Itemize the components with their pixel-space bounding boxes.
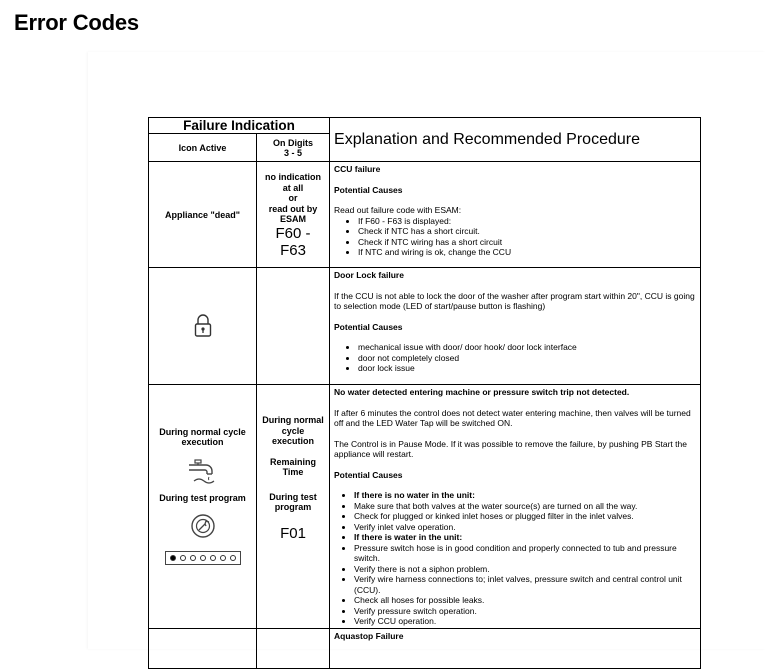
failure-indication-header: Failure Indication <box>149 118 330 134</box>
normal-cycle-label: During normal cycle execution <box>159 427 246 447</box>
list-item: • Pressure switch hose is in good condition and properly connected to tub and pressure switch. <box>354 543 696 564</box>
list-item: • Verify inlet valve operation. <box>354 522 696 533</box>
list-item: • Verify CCU operation. <box>354 616 696 627</box>
digits-cell <box>257 162 330 268</box>
failure-title: Door Lock failure <box>334 270 404 280</box>
led-dot <box>220 555 226 561</box>
led-dot-on <box>170 555 176 561</box>
icon-cell <box>149 268 257 385</box>
led-dot <box>180 555 186 561</box>
remaining-time-label: Remaining Time <box>270 456 317 477</box>
explanation-cell <box>330 385 701 629</box>
digits-cell <box>257 385 330 629</box>
intro-text: Read out failure code with ESAM: <box>334 205 462 215</box>
appliance-dead-label: Appliance "dead" <box>164 209 241 220</box>
normal-cycle-digits-label: During normal cycle execution <box>262 415 324 446</box>
intro-text: If the CCU is not able to lock the door of the washer after program start within 20", CCU is going to selection mode (LED of start/pause button is flashing) <box>334 290 695 311</box>
list-item: • If F60 - F63 is displayed: <box>358 216 696 227</box>
digit-line: no indication <box>265 172 321 182</box>
list-item: • door not completely closed <box>358 353 696 364</box>
potential-causes-label: Potential Causes <box>334 469 403 480</box>
test-program-icon <box>190 513 216 539</box>
list-item: • Check for plugged or kinked inlet hoses or plugged filter in the inlet valves. <box>354 511 696 522</box>
list-item: • Verify there is not a siphon problem. <box>354 564 696 575</box>
explanation-cell <box>330 268 701 385</box>
list-item: • Verify wire harness connections to; inlet valves, pressure switch and central control unit (CCU). <box>354 574 696 595</box>
failure-title: Aquastop Failure <box>334 631 404 641</box>
potential-causes-label: Potential Causes <box>334 321 403 332</box>
icon-cell <box>149 385 257 629</box>
explanation-header: Explanation and Recommended Procedure <box>330 118 701 162</box>
icon-active-header: Icon Active <box>149 134 257 162</box>
digit-line: read out by <box>268 203 318 214</box>
test-program-digits-label: During test program <box>269 491 317 512</box>
list-item: • door lock issue <box>358 363 696 374</box>
list-item: • Make sure that both valves at the water source(s) are turned on all the way. <box>354 501 696 512</box>
description-text: The Control is in Pause Mode. If it was possible to remove the failure, by pushing PB Start the appliance will restart. <box>334 438 687 459</box>
error-code: F01 <box>280 524 306 542</box>
description-text: If after 6 minutes the control does not detect water entering machine, then valves will be turned off and the LED Water Tap will be switched ON. <box>334 407 691 428</box>
list-item: • Verify pressure switch operation. <box>354 606 696 617</box>
table-row <box>149 268 701 385</box>
table-row <box>149 385 701 629</box>
cause-list <box>334 342 696 374</box>
digit-line: at all <box>282 182 304 193</box>
list-item: • If there is no water in the unit: <box>354 490 696 501</box>
water-tap-icon <box>186 457 220 485</box>
led-dot <box>210 555 216 561</box>
digits-cell <box>257 268 330 385</box>
led-indicator-row <box>165 551 241 565</box>
door-lock-icon <box>193 313 213 339</box>
cause-list <box>334 216 696 258</box>
table-row <box>149 162 701 268</box>
list-item: • If there is water in the unit: <box>354 532 696 543</box>
icon-cell <box>149 162 257 268</box>
error-code: F60 - F63 <box>275 224 311 259</box>
error-code-table <box>148 117 701 669</box>
list-item: • Check if NTC wiring has a short circuit <box>358 237 696 248</box>
list-item: • mechanical issue with door/ door hook/ door lock interface <box>358 342 696 353</box>
list-item: • If NTC and wiring is ok, change the CCU <box>358 247 696 258</box>
page-title: Error Codes <box>14 10 139 35</box>
cause-list <box>334 490 696 627</box>
led-dot <box>200 555 206 561</box>
list-item: • Check all hoses for possible leaks. <box>354 595 696 606</box>
failure-title: CCU failure <box>334 164 381 174</box>
list-item: • Check if NTC has a short circuit. <box>358 226 696 237</box>
digit-line: or <box>288 193 298 203</box>
digit-line: ESAM <box>280 214 307 224</box>
on-digits-header: On Digits 3 - 5 <box>257 134 330 162</box>
led-dot <box>230 555 236 561</box>
test-program-label: During test program <box>159 493 246 503</box>
explanation-cell <box>330 162 701 268</box>
failure-title: No water detected entering machine or pressure switch trip not detected. <box>334 387 630 397</box>
led-dot <box>190 555 196 561</box>
potential-causes-label: Potential Causes <box>334 184 403 195</box>
